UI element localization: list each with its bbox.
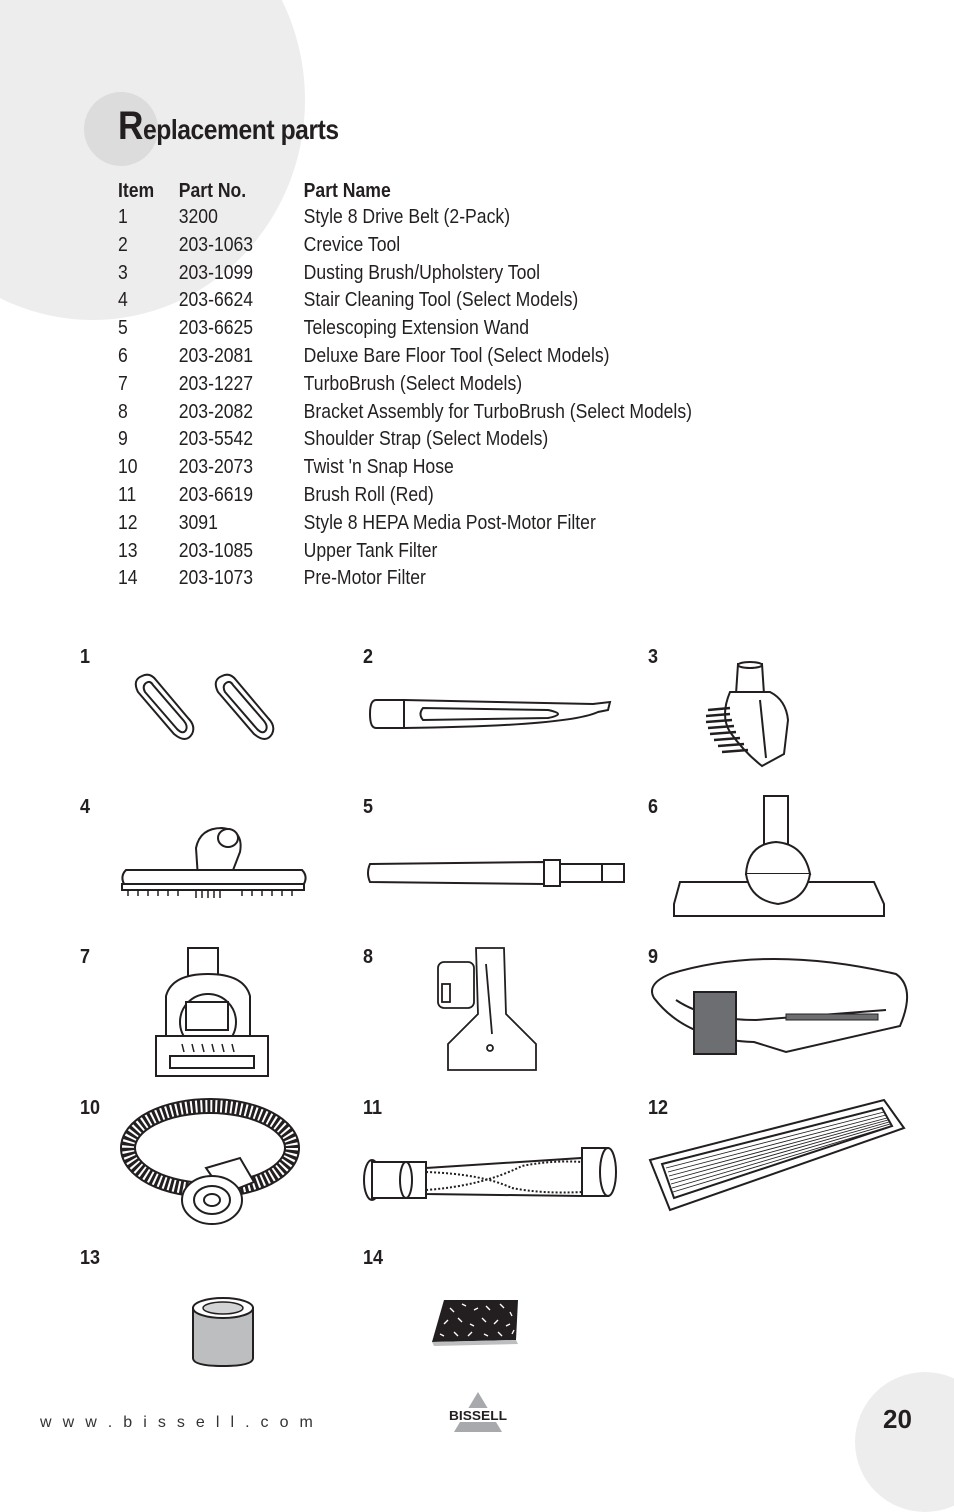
- cell-part-name: Pre-Motor Filter: [303, 567, 426, 590]
- cell-part-name: Style 8 HEPA Media Post-Motor Filter: [303, 511, 596, 534]
- table-row: [118, 260, 692, 288]
- cell-item: 3: [118, 261, 128, 284]
- cell-part-name: Bracket Assembly for TurboBrush (Select Models): [303, 400, 693, 423]
- pre-motor-filter-icon: [428, 1296, 522, 1346]
- cell-part-no: 203-2073: [178, 456, 254, 479]
- shoulder-strap-icon: [646, 948, 912, 1060]
- stair-tool-icon: [118, 826, 308, 902]
- cell-item: 1: [118, 206, 128, 228]
- drive-belt-icon: [130, 668, 285, 746]
- dusting-brush-icon: [700, 660, 795, 768]
- cell-part-name: TurboBrush (Select Models): [303, 372, 523, 395]
- tank-filter-icon: [190, 1296, 256, 1368]
- hepa-filter-icon: [648, 1098, 906, 1216]
- cell-item: 5: [118, 317, 128, 340]
- figure-label-9: 9: [648, 946, 659, 968]
- page-number: 20: [883, 1404, 912, 1434]
- cell-part-no: 203-6625: [178, 317, 254, 340]
- cell-part-no: 203-5542: [178, 428, 254, 451]
- crevice-tool-icon: [368, 696, 613, 732]
- bissell-logo: [446, 1392, 510, 1434]
- figure-label-8: 8: [363, 946, 374, 968]
- website-url: w w w . b i s s e l l . c o m: [40, 1414, 317, 1431]
- hose-icon: [120, 1096, 300, 1226]
- page-title: [118, 104, 339, 149]
- title-initial: R: [118, 104, 143, 148]
- figure-label-4: 4: [80, 796, 91, 818]
- cell-part-no: 203-2082: [178, 400, 254, 423]
- figure-label-1: 1: [80, 646, 91, 668]
- header-part-no: Part No.: [178, 180, 247, 202]
- title-rest: eplacement parts: [142, 114, 339, 145]
- brush-roll-icon: [362, 1144, 620, 1208]
- cell-part-no: 203-1063: [178, 233, 254, 256]
- table-row: [118, 399, 692, 427]
- cell-part-name: Brush Roll (Red): [303, 483, 434, 506]
- cell-item: 11: [118, 483, 137, 506]
- cell-part-name: Telescoping Extension Wand: [303, 317, 530, 340]
- table-row: [118, 315, 692, 343]
- cell-item: 13: [118, 539, 138, 562]
- cell-part-name: Crevice Tool: [303, 233, 401, 256]
- figure-label-12: 12: [648, 1097, 669, 1119]
- figure-label-6: 6: [648, 796, 659, 818]
- cell-item: 10: [118, 456, 138, 479]
- table-row: [118, 565, 692, 593]
- extension-wand-icon: [364, 858, 626, 888]
- parts-table: [118, 178, 692, 593]
- figure-label-3: 3: [648, 646, 659, 668]
- figure-label-5: 5: [363, 796, 374, 818]
- table-row: [118, 454, 692, 482]
- cell-part-name: Dusting Brush/Upholstery Tool: [303, 261, 541, 284]
- figure-label-10: 10: [80, 1097, 101, 1119]
- cell-part-no: 203-6624: [178, 289, 254, 312]
- bare-floor-tool-icon: [670, 794, 888, 920]
- table-row: [118, 371, 692, 399]
- table-row: [118, 232, 692, 260]
- figure-label-13: 13: [80, 1247, 101, 1269]
- cell-part-no: 3200: [178, 206, 218, 228]
- header-item: Item: [118, 180, 155, 202]
- bracket-assembly-icon: [432, 944, 542, 1074]
- cell-part-no: 203-1085: [178, 539, 254, 562]
- table-row: [118, 510, 692, 538]
- table-row: [118, 287, 692, 315]
- header-part-name: Part Name: [303, 180, 391, 202]
- cell-part-no: 3091: [178, 511, 218, 534]
- cell-part-no: 203-2081: [178, 344, 254, 367]
- cell-part-name: Upper Tank Filter: [303, 539, 438, 562]
- figure-label-14: 14: [363, 1247, 384, 1269]
- table-row: [118, 343, 692, 371]
- cell-item: 7: [118, 372, 128, 395]
- cell-part-no: 203-1099: [178, 261, 254, 284]
- page-number-circle: [855, 1372, 954, 1512]
- table-row: [118, 482, 692, 510]
- cell-item: 4: [118, 289, 128, 312]
- figure-label-7: 7: [80, 946, 91, 968]
- cell-part-no: 203-1073: [178, 567, 254, 590]
- cell-item: 9: [118, 428, 128, 451]
- table-row: [118, 204, 692, 232]
- cell-item: 12: [118, 511, 138, 534]
- cell-part-name: Stair Cleaning Tool (Select Models): [303, 289, 579, 312]
- cell-item: 2: [118, 233, 128, 256]
- cell-item: 14: [118, 567, 138, 590]
- table-header-row: [118, 178, 692, 204]
- cell-item: 6: [118, 344, 128, 367]
- cell-item: 8: [118, 400, 128, 423]
- cell-part-no: 203-1227: [178, 372, 254, 395]
- cell-part-name: Twist 'n Snap Hose: [303, 456, 454, 479]
- cell-part-no: 203-6619: [178, 483, 254, 506]
- table-row: [118, 538, 692, 566]
- cell-part-name: Shoulder Strap (Select Models): [303, 428, 549, 451]
- cell-part-name: Deluxe Bare Floor Tool (Select Models): [303, 344, 610, 367]
- turbobrush-icon: [152, 946, 274, 1078]
- figure-label-2: 2: [363, 646, 374, 668]
- table-row: [118, 426, 692, 454]
- figure-label-11: 11: [363, 1097, 383, 1119]
- cell-part-name: Style 8 Drive Belt (2-Pack): [303, 206, 511, 228]
- logo-text: BISSELL: [449, 1408, 508, 1423]
